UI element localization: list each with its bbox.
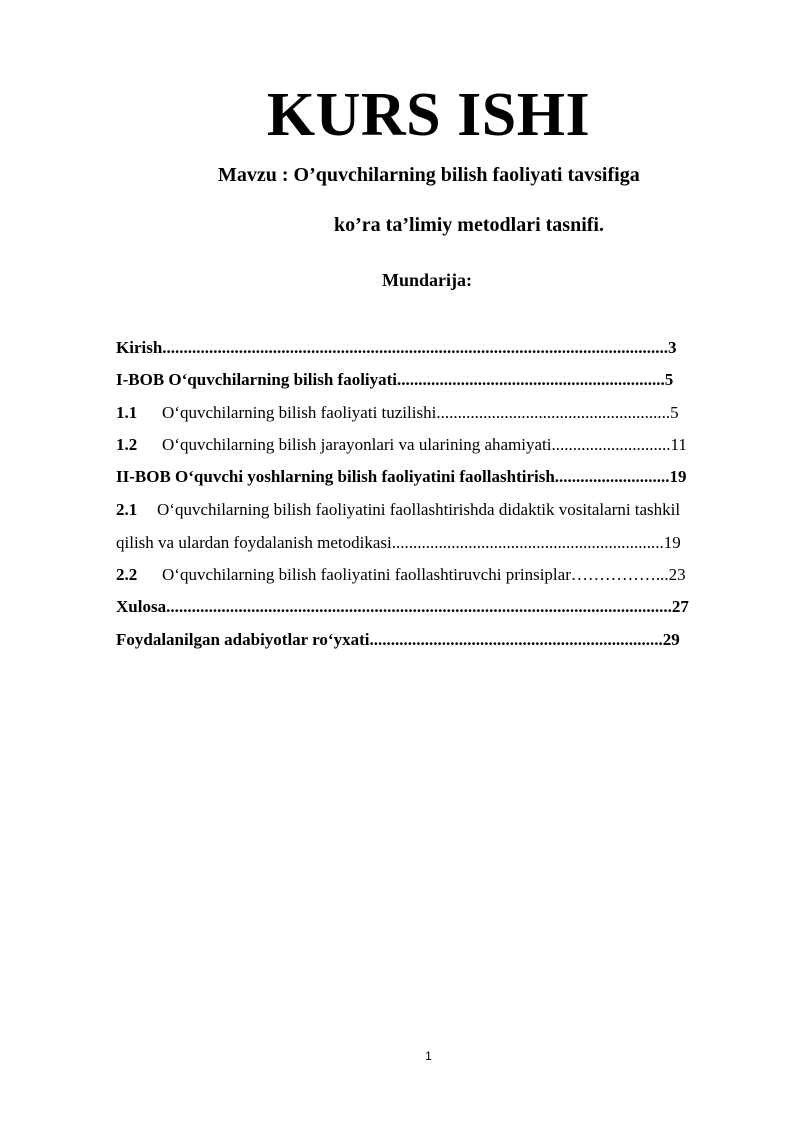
toc-entry-2-2 [116,565,744,585]
toc-entry-1-1 [116,403,738,423]
toc-entry-1-2 [116,435,744,455]
subject-line-2: ko’ra ta’limiy metodlari tasnifi. [334,214,604,236]
toc-entry-text: O‘quvchilarning bilish faoliyatini faollashtiruvchi prinsiplar……………...23 [162,565,686,584]
toc-entry-text: O‘quvchilarning bilish jarayonlari va ularining ahamiyati............................11 [162,435,687,454]
toc-entry-adabiyotlar [116,630,740,650]
toc-entry-number: 1.1 [116,403,138,422]
toc-entry-number: 1.2 [116,435,138,454]
toc-entry-text: Xulosa.......................................................................................................................27 [116,597,689,616]
toc-entry-text: O‘quvchilarning bilish faoliyatini faollashtirishda didaktik vositalarni tashkil [157,500,681,519]
toc-entry-text: I-BOB O‘quvchilarning bilish faoliyati...............................................................5 [116,370,674,389]
toc-entry-number: 2.1 [116,500,138,519]
toc-entry-text: O‘quvchilarning bilish faoliyati tuzilishi.......................................................5 [162,403,679,422]
document-title: KURS ISHI [266,81,591,149]
toc-entry-text: qilish va ulardan foydalanish metodikasi................................................................19 [116,533,681,552]
toc-entry-2-1-continued [116,533,744,553]
toc-heading: Mundarija: [382,270,472,290]
toc-entry-xulosa [116,597,740,617]
toc-entry-chapter-1 [116,370,731,390]
toc-entry-text: II-BOB O‘quvchi yoshlarning bilish faoliyatini faollashtirish...........................19 [116,467,687,486]
page-number: 1 [425,1049,432,1063]
toc-entry-text: Foydalanilgan adabiyotlar ro‘yxati.....................................................................29 [116,630,680,649]
toc-entry-2-1 [116,500,744,520]
toc-entry-kirish [116,338,731,358]
toc-entry-text: Kirish.......................................................................................................................3 [116,338,677,357]
toc-entry-number: 2.2 [116,565,138,584]
subject-line-1: Mavzu : O’quvchilarning bilish faoliyati tavsifiga [218,164,640,186]
toc-entry-chapter-2 [116,467,744,487]
